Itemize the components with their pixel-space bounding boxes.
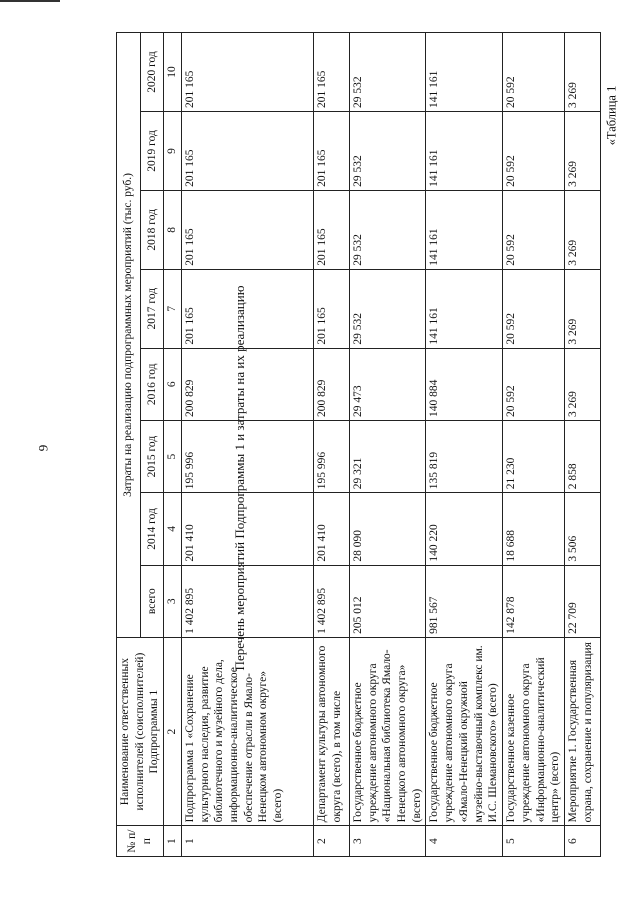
row-value: 195 996	[181, 420, 313, 492]
rotated-table-container	[116, 32, 640, 857]
row-value: 2 858	[564, 420, 600, 492]
header-year: 2017 год	[140, 269, 164, 348]
row-value: 141 161	[426, 269, 503, 348]
row-number: 3	[349, 826, 426, 857]
index-cell: 8	[164, 190, 182, 269]
row-total: 1 402 895	[313, 565, 349, 637]
row-value: 3 269	[564, 112, 600, 191]
row-value: 21 230	[503, 420, 565, 492]
document-title: Перечень мероприятий Подпрограммы 1 и затраты на их реализацию	[232, 285, 247, 671]
table-row	[313, 33, 349, 857]
row-value: 141 161	[426, 33, 503, 112]
row-value: 140 884	[426, 348, 503, 420]
row-value: 3 269	[564, 190, 600, 269]
header-year: 2014 год	[140, 493, 164, 565]
row-total: 1 402 895	[181, 565, 313, 637]
row-value: 200 829	[181, 348, 313, 420]
row-total: 142 878	[503, 565, 565, 637]
row-value: 20 592	[503, 190, 565, 269]
row-name: Мероприятие 1. Государственная охрана, сохранение и популяризация	[564, 637, 600, 825]
row-value: 29 321	[349, 420, 426, 492]
row-value: 20 592	[503, 33, 565, 112]
row-number: 1	[181, 826, 313, 857]
row-value: 29 532	[349, 112, 426, 191]
row-value: 201 410	[181, 493, 313, 565]
index-cell: 6	[164, 348, 182, 420]
header-number: № п/п	[117, 826, 164, 857]
row-value: 201 165	[181, 269, 313, 348]
row-value: 29 473	[349, 348, 426, 420]
header-name: Наименование ответственных исполнителей (соисполнителей) Подпрограммы 1	[117, 637, 164, 825]
row-number: 6	[564, 826, 600, 857]
row-value: 20 592	[503, 112, 565, 191]
row-value: 3 269	[564, 269, 600, 348]
row-value: 141 161	[426, 190, 503, 269]
row-value: 20 592	[503, 269, 565, 348]
row-value: 201 165	[181, 190, 313, 269]
row-value: 3 506	[564, 493, 600, 565]
index-cell: 5	[164, 420, 182, 492]
table-label: «Таблица 1	[604, 85, 619, 146]
row-value: 18 688	[503, 493, 565, 565]
row-value: 201 165	[313, 112, 349, 191]
row-value: 29 532	[349, 190, 426, 269]
table-row	[181, 33, 313, 857]
index-cell: 4	[164, 493, 182, 565]
row-value: 3 269	[564, 348, 600, 420]
row-value: 201 165	[313, 33, 349, 112]
table-row	[564, 33, 600, 857]
row-value: 140 220	[426, 493, 503, 565]
row-number: 2	[313, 826, 349, 857]
row-value: 201 165	[181, 33, 313, 112]
row-name: Департамент культуры автономного округа (всего), в том числе	[313, 637, 349, 825]
row-value: 29 532	[349, 33, 426, 112]
row-total: 205 012	[349, 565, 426, 637]
row-value: 141 161	[426, 112, 503, 191]
page-number: 9	[35, 444, 51, 452]
row-value: 201 410	[313, 493, 349, 565]
landscape-table	[116, 32, 640, 857]
index-cell: 9	[164, 112, 182, 191]
row-value: 20 592	[503, 348, 565, 420]
table-row	[349, 33, 426, 857]
row-value: 201 165	[313, 190, 349, 269]
header-total: всего	[140, 565, 164, 637]
row-value: 201 165	[181, 112, 313, 191]
header-year: 2019 год	[140, 112, 164, 191]
row-total: 22 709	[564, 565, 600, 637]
row-value: 201 165	[313, 269, 349, 348]
header-year: 2016 год	[140, 348, 164, 420]
row-number: 4	[426, 826, 503, 857]
index-cell: 2	[164, 637, 182, 825]
header-year: 2018 год	[140, 190, 164, 269]
row-name: Государственное казенное учреждение автономного округа «Информационно-аналитический центр» (всего)	[503, 637, 565, 825]
row-name: Государственное бюджетное учреждение автономного округа «Национальная библиотека Ямало-Ненецкого автономного округа» (всего)	[349, 637, 426, 825]
index-cell: 1	[164, 826, 182, 857]
row-value: 3 269	[564, 33, 600, 112]
costs-table	[116, 32, 601, 857]
row-number: 5	[503, 826, 565, 857]
header-year: 2020 год	[140, 33, 164, 112]
row-name: Государственное бюджетное учреждение автономного округа «Ямало-Ненецкий окружной музейно-выставочный комплекс им. И.С. Шемановского» (всего)	[426, 637, 503, 825]
header-costs-group: Затраты на реализацию подпрограммных мероприятий (тыс. руб.)	[117, 33, 141, 638]
table-row	[503, 33, 565, 857]
top-rule	[0, 0, 60, 2]
row-total: 981 567	[426, 565, 503, 637]
index-cell: 3	[164, 565, 182, 637]
table-row	[426, 33, 503, 857]
header-year: 2015 год	[140, 420, 164, 492]
row-value: 195 996	[313, 420, 349, 492]
index-row	[164, 33, 182, 857]
row-name: Подпрограмма 1 «Сохранение культурного наследия, развитие библиотечного и музейного дела, информационно-аналитическое обеспечение отрасли в Ямало-Ненецком автономном округе» (всего)	[181, 637, 313, 825]
row-value: 29 532	[349, 269, 426, 348]
row-value: 135 819	[426, 420, 503, 492]
index-cell: 7	[164, 269, 182, 348]
row-value: 200 829	[313, 348, 349, 420]
index-cell: 10	[164, 33, 182, 112]
row-value: 28 090	[349, 493, 426, 565]
